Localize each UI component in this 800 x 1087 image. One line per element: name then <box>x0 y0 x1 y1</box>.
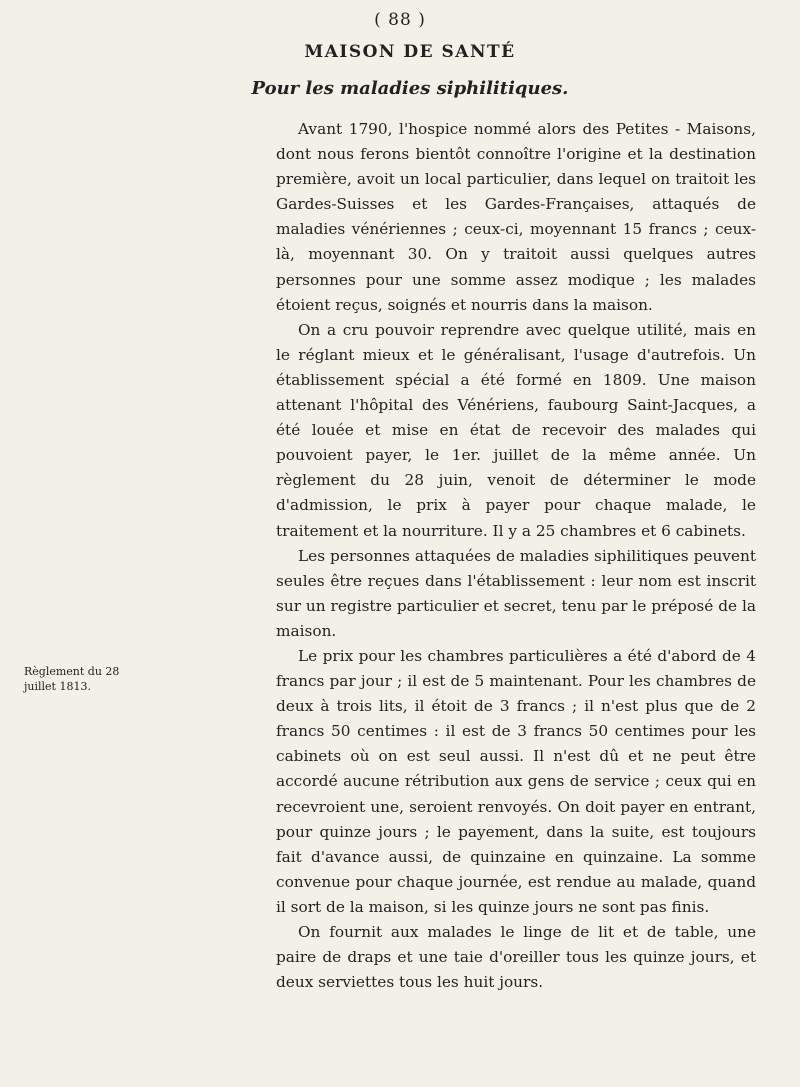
paragraph: On fournit aux malades le linge de lit et de table, une paire de draps et une taie d'oreiller tous les quinze jours, et deux serviettes tous les huit jours. <box>276 923 756 992</box>
page-subtitle: Pour les maladies siphilitiques. <box>251 78 569 99</box>
page-number: ( 88 ) <box>374 10 426 30</box>
paragraph: Avant 1790, l'hospice nommé alors des Petites - Maisons, dont nous ferons bientôt connoître l'origine et la destination première, avoit un local particulier, dans lequel on traitoit les Gardes-Suisses et les Gardes-Françaises, attaqués de maladies vénériennes ; ceux-ci, moyennant 15 francs ; ceux-là, moyennant 30. On y traitoit aussi quelques autres personnes pour une somme assez modique ; les malades étoient reçus, soignés et nourris dans la maison. <box>276 120 756 314</box>
paragraph: Les personnes attaquées de maladies siphilitiques peuvent seules être reçues dans l'établissement : leur nom est inscrit sur un registre particulier et secret, tenu par le préposé de la maison. <box>276 546 756 640</box>
paragraph: On a cru pouvoir reprendre avec quelque utilité, mais en le réglant mieux et le généralisant, l'usage d'autrefois. Un établissement spécial a été formé en 1809. Une maison attenant l'hôpital des Vénériens, faubourg Saint-Jacques, a été louée et mise en état de recevoir des malades qui pouvoient payer, le 1er. juillet de la même année. Un règlement du 28 juin, venoit de déterminer le mode d'admission, le prix à payer pour chaque malade, le traitement et la nourriture. Il y a 25 chambres et 6 cabinets. <box>276 320 756 540</box>
body-text <box>276 117 756 995</box>
page-title: MAISON DE SANTÉ <box>304 42 516 62</box>
margin-note: Règlement du 28 juillet 1813. <box>24 665 120 693</box>
paragraph: Le prix pour les chambres particulières a été d'abord de 4 francs par jour ; il est de 5 maintenant. Pour les chambres de deux à trois lits, il étoit de 3 francs ; il n'est plus que de 2 francs 50 centimes : il est de 3 francs 50 centimes pour les cabinets où on est seul aussi. Il n'est dû et ne peut être accordé aucune rétribution aux gens de service ; ceux qui en recevroient une, seroient renvoyés. On doit payer en entrant, pour quinze jours ; le payement, dans la suite, est toujours fait d'avance aussi, de quinzaine en quinzaine. La somme convenue pour chaque journée, est rendue au malade, quand il sort de la maison, si les quinze jours ne sont pas finis. <box>276 646 756 916</box>
